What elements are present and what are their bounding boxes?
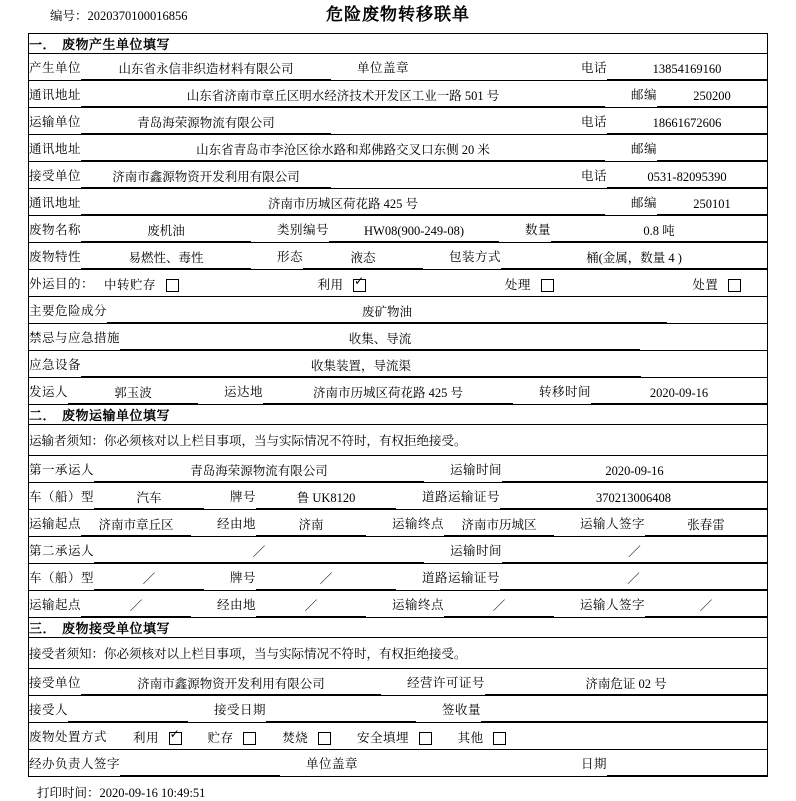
section1-number: 一． — [29, 37, 57, 52]
receiving-person-row — [29, 696, 768, 723]
carrier1-origin-label: 运输起点 — [29, 517, 82, 531]
carrier2-route-row — [29, 591, 768, 618]
table-row — [29, 351, 768, 378]
table-row — [29, 297, 768, 324]
taboo-row — [29, 324, 768, 351]
purpose-label: 外运目的： — [29, 277, 95, 291]
purpose-row — [29, 270, 768, 297]
taboo-value[interactable]: 收集、导流 — [120, 329, 640, 350]
sign-quantity-value[interactable] — [481, 706, 767, 722]
danger-component-label: 主要危险成分 — [29, 304, 108, 318]
disposal-option-other[interactable] — [458, 728, 507, 749]
table-row — [29, 324, 768, 351]
phone-value-3[interactable]: 0531-82095390 — [607, 170, 767, 188]
category-value[interactable]: HW08(900-249-08) — [329, 224, 499, 242]
receiving-person-value[interactable] — [68, 706, 188, 722]
address-value-1[interactable]: 山东省济南市章丘区明水经济技术开发区工业一路 501 号 — [81, 86, 605, 107]
carrier1-sign-label: 运输人签字 — [580, 517, 646, 531]
table-row — [29, 510, 768, 537]
table-row — [29, 669, 768, 696]
quantity-value[interactable]: 0.8 吨 — [551, 221, 767, 242]
taboo-label: 禁忌与应急措施 — [29, 331, 121, 345]
category-label: 类别编号 — [277, 223, 330, 237]
producer-row — [29, 54, 768, 81]
section2-title — [29, 405, 768, 425]
table-row — [29, 564, 768, 591]
page-title: 危险废物转移联单 — [326, 5, 470, 24]
carrier1-label: 第一承运人 — [29, 463, 95, 477]
purpose-option-transfer-checkbox[interactable] — [166, 279, 179, 292]
table-row — [29, 537, 768, 564]
table-row — [29, 425, 768, 456]
table-row — [29, 456, 768, 483]
final-date-label: 日期 — [580, 757, 607, 771]
property-label: 废物特性 — [29, 250, 82, 264]
zip-label-2: 邮编 — [630, 142, 657, 156]
waste-name-row — [29, 216, 768, 243]
responsible-signature-row — [29, 750, 768, 777]
purpose-option-dispose[interactable] — [692, 275, 741, 296]
zip-value-2[interactable] — [657, 145, 767, 161]
purpose-option-dispose-label: 处置 — [692, 277, 719, 292]
purpose-option-utilize-checkbox[interactable] — [353, 279, 366, 292]
form-value[interactable]: 液态 — [303, 248, 423, 269]
disposal-option-other-checkbox[interactable] — [493, 732, 506, 745]
purpose-option-transfer-label: 中转贮存 — [104, 277, 157, 292]
quantity-label: 数量 — [525, 223, 552, 237]
carrier1-time-label: 运输时间 — [450, 463, 503, 477]
phone-label-1: 电话 — [580, 61, 607, 75]
carrier1-license-label: 道路运输证号 — [422, 490, 501, 504]
table-row — [29, 54, 768, 81]
destination-label: 运达地 — [224, 385, 264, 399]
purpose-option-utilize[interactable] — [317, 275, 366, 296]
carrier2-via-value[interactable]: ／ — [256, 596, 366, 617]
phone-label-2: 电话 — [580, 115, 607, 129]
carrier2-plate-value[interactable]: ／ — [256, 569, 396, 590]
zip-value-1[interactable]: 250200 — [657, 89, 767, 107]
receiving-unit-label: 接受单位 — [29, 676, 82, 690]
emergency-equipment-label: 应急设备 — [29, 358, 82, 372]
receiving-person-label: 接受人 — [29, 703, 69, 717]
form-label: 形态 — [277, 250, 304, 264]
carrier1-end-value[interactable]: 济南市历城区 — [444, 515, 554, 536]
waste-property-row — [29, 243, 768, 270]
carrier2-time-value[interactable]: ／ — [502, 542, 767, 563]
producer-label: 产生单位 — [29, 61, 82, 75]
permit-label: 经营许可证号 — [407, 676, 486, 690]
table-row — [29, 638, 768, 669]
carrier2-time-label: 运输时间 — [450, 544, 503, 558]
carrier1-vehicle-value[interactable]: 汽车 — [94, 488, 204, 509]
disposal-option-storage-checkbox[interactable] — [243, 732, 256, 745]
receiving-unit-value[interactable]: 济南市鑫源物资开发利用有限公司 — [81, 674, 381, 695]
table-row — [29, 270, 768, 297]
phone-value-2[interactable]: 18661672606 — [607, 116, 767, 134]
carrier2-value[interactable]: ／ — [94, 542, 424, 563]
receiver-notice: 接受者须知：你必须核对以上栏目事项，当与实际情况不符时，有权拒绝接受。 — [29, 638, 768, 669]
section3-number: 三． — [29, 621, 57, 636]
section1-title — [29, 34, 768, 54]
purpose-option-treat-checkbox[interactable] — [541, 279, 554, 292]
carrier1-via-value[interactable]: 济南 — [256, 515, 366, 536]
disposal-option-utilize[interactable] — [133, 728, 182, 749]
carrier1-license-value[interactable]: 370213006408 — [500, 491, 767, 509]
table-row — [29, 81, 768, 108]
unit-seal-label: 单位盖章 — [306, 757, 359, 771]
emergency-equipment-row — [29, 351, 768, 378]
disposal-option-utilize-label: 利用 — [133, 730, 160, 745]
responsible-signature-value[interactable] — [120, 760, 280, 776]
zip-label-3: 邮编 — [630, 196, 657, 210]
receiving-unit-row — [29, 669, 768, 696]
carrier-row — [29, 108, 768, 135]
address-value-2[interactable]: 山东省青岛市李沧区徐水路和郑佛路交叉口东侧 20 米 — [81, 140, 605, 161]
document-header — [18, 0, 778, 30]
responsible-signature-label: 经办负责人签字 — [29, 757, 121, 771]
transfer-form-table — [28, 33, 768, 777]
transport-notice: 运输者须知：你必须核对以上栏目事项，当与实际情况不符时，有权拒绝接受。 — [29, 425, 768, 456]
section2-header-row — [29, 405, 768, 425]
table-row — [29, 135, 768, 162]
disposal-option-incinerate[interactable] — [282, 728, 331, 749]
table-row — [29, 750, 768, 777]
carrier1-end-label: 运输终点 — [392, 517, 445, 531]
purpose-option-treat-label: 处理 — [504, 277, 531, 292]
receiving-date-label: 接受日期 — [214, 703, 267, 717]
carrier1-vehicle-label: 车（船）型 — [29, 490, 95, 504]
print-time — [19, 783, 777, 801]
sign-quantity-label: 签收量 — [442, 703, 482, 717]
zip-value-3[interactable]: 250101 — [657, 197, 767, 215]
emergency-equipment-value[interactable]: 收集装置，导流渠 — [81, 356, 641, 377]
phone-label-3: 电话 — [580, 169, 607, 183]
destination-value[interactable]: 济南市历城区荷花路 425 号 — [263, 383, 513, 404]
carrier2-vehicle-label: 车（船）型 — [29, 571, 95, 585]
disposal-method-label: 废物处置方式 — [29, 730, 108, 744]
danger-component-row — [29, 297, 768, 324]
carrier1-vehicle-row — [29, 483, 768, 510]
carrier1-route-row — [29, 510, 768, 537]
carrier1-plate-label: 牌号 — [230, 490, 257, 504]
receiving-date-value[interactable] — [266, 706, 416, 722]
purpose-option-utilize-label: 利用 — [317, 277, 344, 292]
carrier1-time-value[interactable]: 2020-09-16 — [502, 464, 767, 482]
table-row — [29, 216, 768, 243]
carrier-value[interactable]: 青岛海荣源物流有限公司 — [81, 113, 331, 134]
print-time-label: 打印时间： — [37, 786, 100, 800]
table-row — [29, 108, 768, 135]
table-row — [29, 723, 768, 750]
table-row — [29, 483, 768, 510]
disposal-option-landfill[interactable] — [357, 728, 432, 749]
carrier2-end-value[interactable]: ／ — [444, 596, 554, 617]
transfer-time-value[interactable]: 2020-09-16 — [591, 386, 767, 404]
disposal-option-other-label: 其他 — [457, 730, 484, 745]
carrier2-row — [29, 537, 768, 564]
receiver-value[interactable]: 济南市鑫源物资开发利用有限公司 — [81, 167, 331, 188]
section2-number: 二． — [29, 408, 57, 423]
final-date-value[interactable] — [607, 760, 767, 776]
table-row — [29, 591, 768, 618]
package-value[interactable]: 桶(金属，数量 4 ) — [501, 248, 767, 269]
purpose-option-treat[interactable] — [505, 275, 554, 296]
carrier2-end-label: 运输终点 — [392, 598, 445, 612]
receiver-row — [29, 162, 768, 189]
carrier2-vehicle-value[interactable]: ／ — [94, 569, 204, 590]
disposal-option-incinerate-label: 焚烧 — [282, 730, 309, 745]
section3-title — [29, 618, 768, 638]
address-value-3[interactable]: 济南市历城区荷花路 425 号 — [81, 194, 605, 215]
address-label-1: 通讯地址 — [29, 88, 82, 102]
permit-value[interactable]: 济南危证 02 号 — [485, 674, 767, 695]
carrier1-sign-value[interactable]: 张春雷 — [645, 515, 767, 536]
producer-value[interactable]: 山东省永信非织造材料有限公司 — [81, 59, 331, 80]
sender-row — [29, 378, 768, 405]
table-row — [29, 162, 768, 189]
waste-name-label: 废物名称 — [29, 223, 82, 237]
document-number-label: 编号： — [50, 9, 88, 23]
carrier1-row — [29, 456, 768, 483]
disposal-option-storage-label: 贮存 — [207, 730, 234, 745]
zip-label-1: 邮编 — [630, 88, 657, 102]
carrier2-label: 第二承运人 — [29, 544, 95, 558]
carrier2-sign-value[interactable]: ／ — [645, 596, 767, 617]
disposal-option-landfill-label: 安全填埋 — [356, 730, 409, 745]
print-time-value: 2020-09-16 10:49:51 — [99, 786, 206, 800]
purpose-option-dispose-checkbox[interactable] — [728, 279, 741, 292]
receiver-address-row — [29, 189, 768, 216]
address-label-2: 通讯地址 — [29, 142, 82, 156]
section2-title-text: 废物运输单位填写 — [62, 408, 171, 423]
carrier2-license-value[interactable]: ／ — [500, 569, 767, 590]
carrier1-value[interactable]: 青岛海荣源物流有限公司 — [94, 461, 424, 482]
property-value[interactable]: 易燃性、毒性 — [81, 248, 251, 269]
disposal-method-row — [29, 723, 768, 750]
phone-value-1[interactable]: 13854169160 — [607, 62, 767, 80]
purpose-option-transfer[interactable] — [104, 275, 179, 296]
table-row — [29, 696, 768, 723]
table-row — [29, 189, 768, 216]
transfer-time-label: 转移时间 — [539, 385, 592, 399]
receiver-label: 接受单位 — [29, 169, 82, 183]
table-row — [29, 378, 768, 405]
carrier2-sign-label: 运输人签字 — [580, 598, 646, 612]
producer-address-row — [29, 81, 768, 108]
carrier2-plate-label: 牌号 — [230, 571, 257, 585]
carrier2-via-label: 经由地 — [217, 598, 257, 612]
disposal-option-storage[interactable] — [208, 728, 257, 749]
carrier2-origin-value[interactable]: ／ — [81, 596, 191, 617]
carrier1-plate-value[interactable]: 鲁 UK8120 — [256, 488, 396, 509]
address-label-3: 通讯地址 — [29, 196, 82, 210]
disposal-option-utilize-checkbox[interactable] — [169, 732, 182, 745]
carrier-label: 运输单位 — [29, 115, 82, 129]
section3-header-row — [29, 618, 768, 638]
seal-label-1: 单位盖章 — [357, 61, 410, 75]
section3-title-text: 废物接受单位填写 — [62, 621, 171, 636]
sender-label: 发运人 — [29, 385, 69, 399]
table-row — [29, 243, 768, 270]
package-label: 包装方式 — [449, 250, 502, 264]
carrier1-origin-value[interactable]: 济南市章丘区 — [81, 515, 191, 536]
disposal-option-incinerate-checkbox[interactable] — [318, 732, 331, 745]
carrier2-origin-label: 运输起点 — [29, 598, 82, 612]
sender-value[interactable]: 郭玉波 — [68, 383, 198, 404]
disposal-option-landfill-checkbox[interactable] — [419, 732, 432, 745]
carrier2-vehicle-row — [29, 564, 768, 591]
carrier2-license-label: 道路运输证号 — [422, 571, 501, 585]
waste-name-value[interactable]: 废机油 — [81, 221, 251, 242]
danger-component-value[interactable]: 废矿物油 — [107, 302, 667, 323]
carrier-address-row — [29, 135, 768, 162]
carrier1-via-label: 经由地 — [217, 517, 257, 531]
section1-header-row — [29, 34, 768, 54]
section1-title-text: 废物产生单位填写 — [62, 37, 171, 52]
document-number-value: 2020370100016856 — [87, 9, 188, 23]
